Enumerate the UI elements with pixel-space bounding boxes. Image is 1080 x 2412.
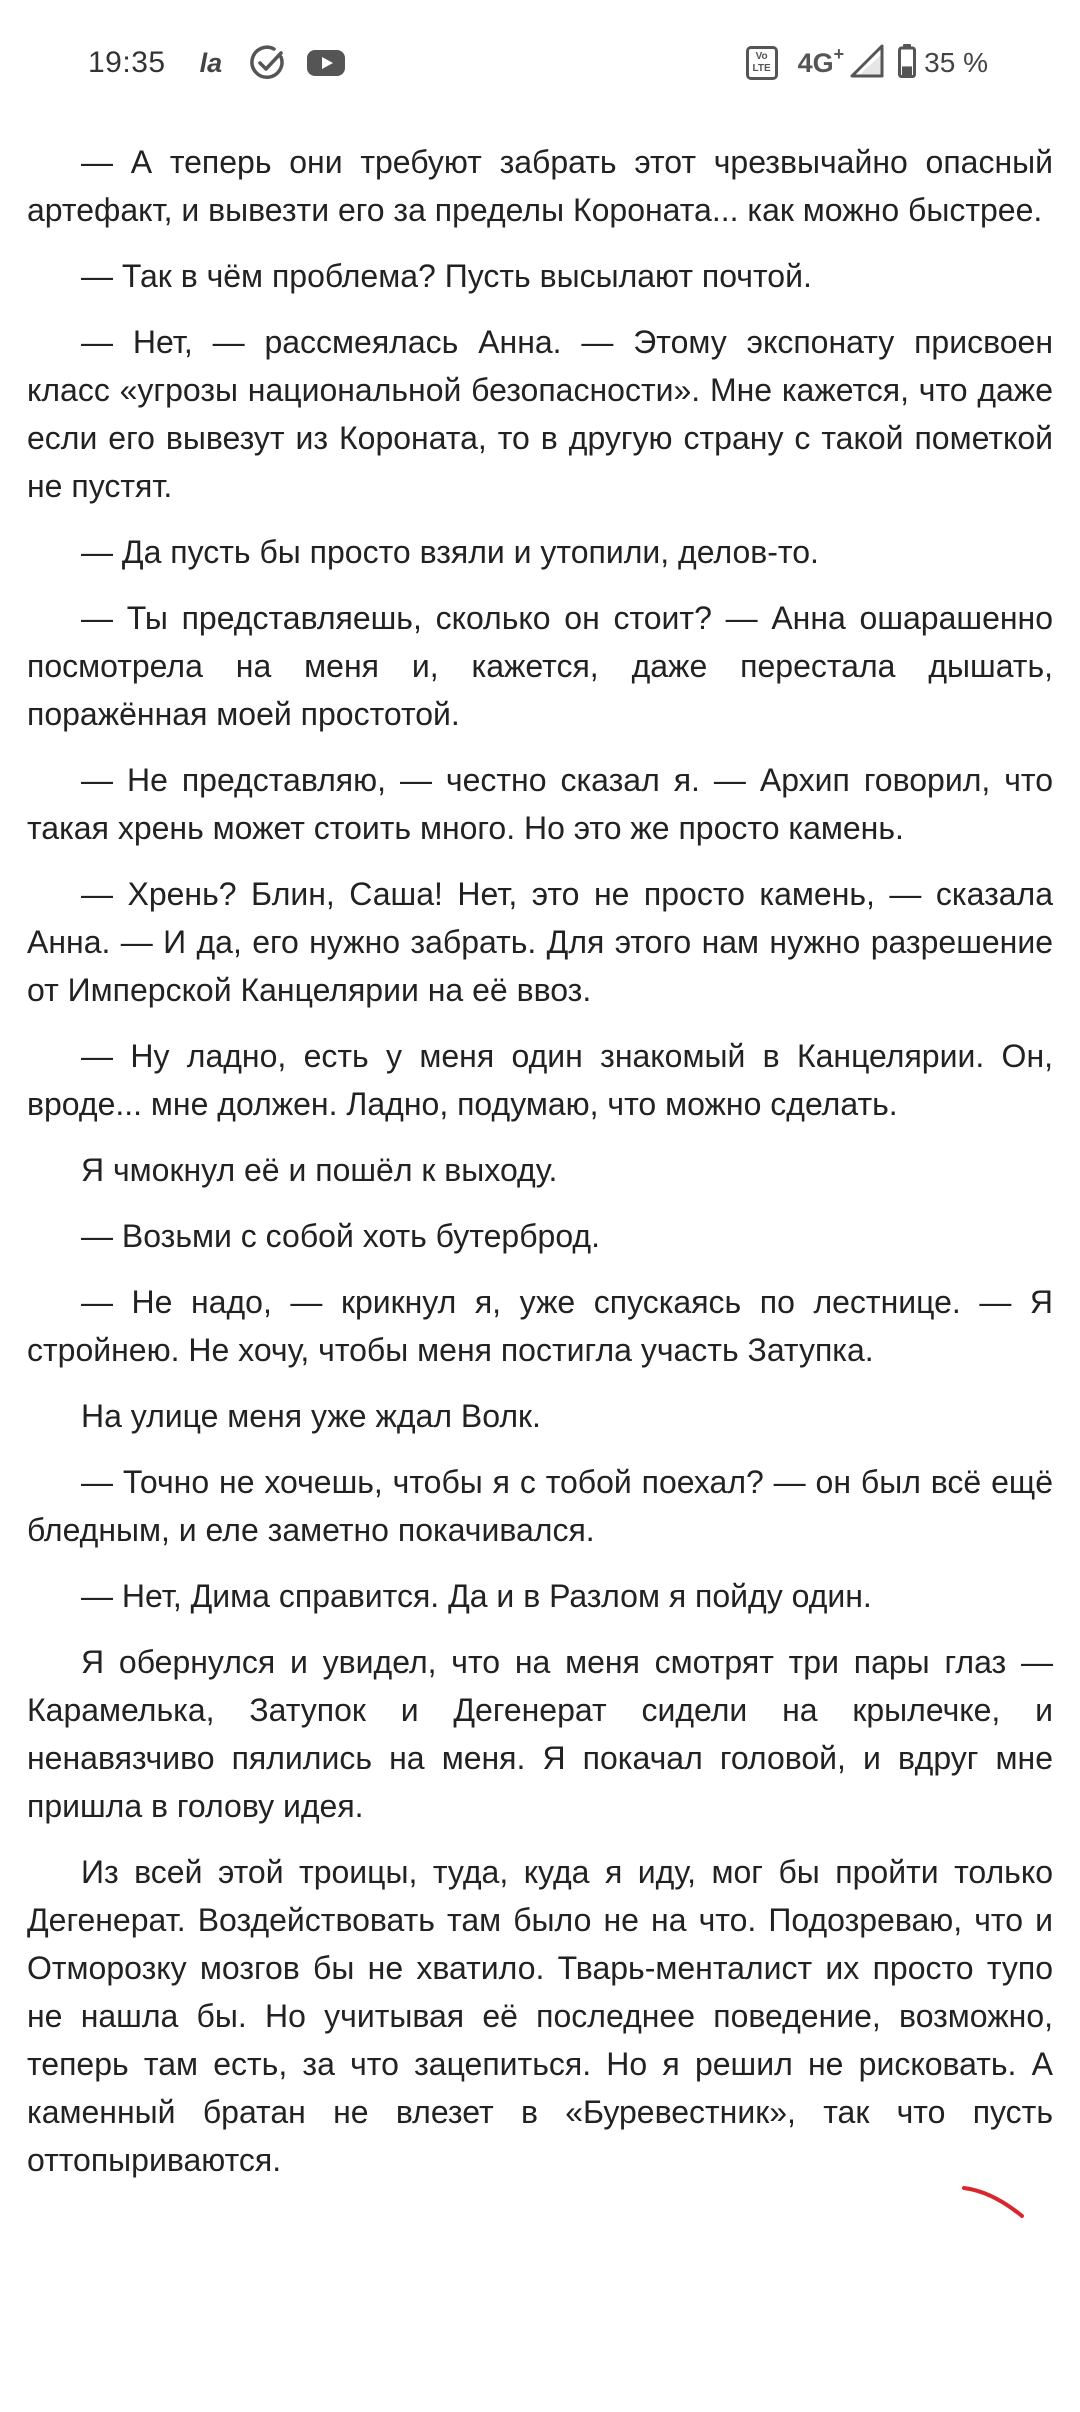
volte-icon: [746, 46, 778, 80]
check-circle-icon: [248, 43, 288, 83]
volte-top-text: Vo: [755, 51, 768, 62]
la-app-icon: la: [199, 47, 223, 78]
network-type: [797, 43, 845, 79]
paragraph: — Хрень? Блин, Саша! Нет, это не просто камень, — сказала Анна. — И да, его нужно забрать. Для этого нам нужно разрешение от Имперской Канцелярии на её ввоз.: [27, 876, 1053, 1008]
annotation-mark: [960, 2178, 1030, 2228]
paragraph: — Да пусть бы просто взяли и утопили, делов-то.: [81, 534, 819, 570]
paragraph: — Нет, Дима справится. Да и в Разлом я пойду один.: [81, 1578, 872, 1614]
status-time: 19:35: [88, 46, 166, 79]
paragraph: — Так в чём проблема? Пусть высылают почтой.: [81, 258, 812, 294]
paragraph: — Возьми с собой хоть бутерброд.: [81, 1218, 600, 1254]
status-bar: [0, 0, 1080, 124]
battery-percent: 35 %: [924, 47, 988, 78]
paragraph: Я обернулся и увидел, что на меня смотрят три пары глаз — Карамелька, Затупок и Дегенерат сидели на крылечке, и ненавязчиво пялились на меня. Я покачал головой, и вдруг мне пришла в голову идея.: [27, 1644, 1053, 1824]
battery-fill: [902, 66, 912, 75]
paragraph: — А теперь они требуют забрать этот чрезвычайно опасный артефакт, и вывезти его за пределы Короната... как можно быстрее.: [27, 144, 1053, 228]
paragraph: Из всей этой троицы, туда, куда я иду, мог бы пройти только Дегенерат. Воздействовать там было не на что. Подозреваю, что и Отморозку мозгов бы не хватило. Тварь-менталист их просто тупо не нашла бы. Но учитывая её последнее поведение, возможно, теперь там есть, за что зацепиться. Но я решил не рисковать. А каменный братан не влезет в «Буревестник», так что пусть оттопыриваются.: [27, 1854, 1053, 2178]
volte-bottom-text: LTE: [752, 63, 771, 74]
signal-icon: [850, 44, 884, 83]
paragraph: — Точно не хочешь, чтобы я с тобой поехал? — он был всё ещё бледным, и еле заметно покачивался.: [27, 1464, 1053, 1548]
paragraph: — Нет, — рассмеялась Анна. — Этому экспонату присвоен класс «угрозы национальной безопасности». Мне кажется, что даже если его вывезут из Короната, то в другую страну с такой пометкой не пустят.: [27, 324, 1053, 504]
paragraph: — Не представляю, — честно сказал я. — Архип говорил, что такая хрень может стоить много. Но это же просто камень.: [27, 762, 1053, 846]
network-type-label: 4G: [797, 47, 834, 78]
paragraph: — Ты представляешь, сколько он стоит? — Анна ошарашенно посмотрела на меня и, кажется, даже перестала дышать, поражённая моей простотой.: [27, 600, 1053, 732]
paragraph: — Не надо, — крикнул я, уже спускаясь по лестнице. — Я стройнею. Не хочу, чтобы меня постигла участь Затупка.: [27, 1284, 1053, 1368]
status-left-group: [88, 38, 364, 88]
paragraph: Я чмокнул её и пошёл к выходу.: [81, 1152, 558, 1188]
network-plus: +: [833, 43, 845, 64]
paragraph: На улице меня уже ждал Волк.: [81, 1398, 541, 1434]
battery-icon: [898, 44, 916, 83]
reader-text[interactable]: [27, 138, 1053, 2202]
youtube-icon: [306, 48, 346, 78]
status-right-group: [746, 38, 988, 88]
paragraph: — Ну ладно, есть у меня один знакомый в Канцелярии. Он, вроде... мне должен. Ладно, подумаю, что можно сделать.: [27, 1038, 1053, 1122]
